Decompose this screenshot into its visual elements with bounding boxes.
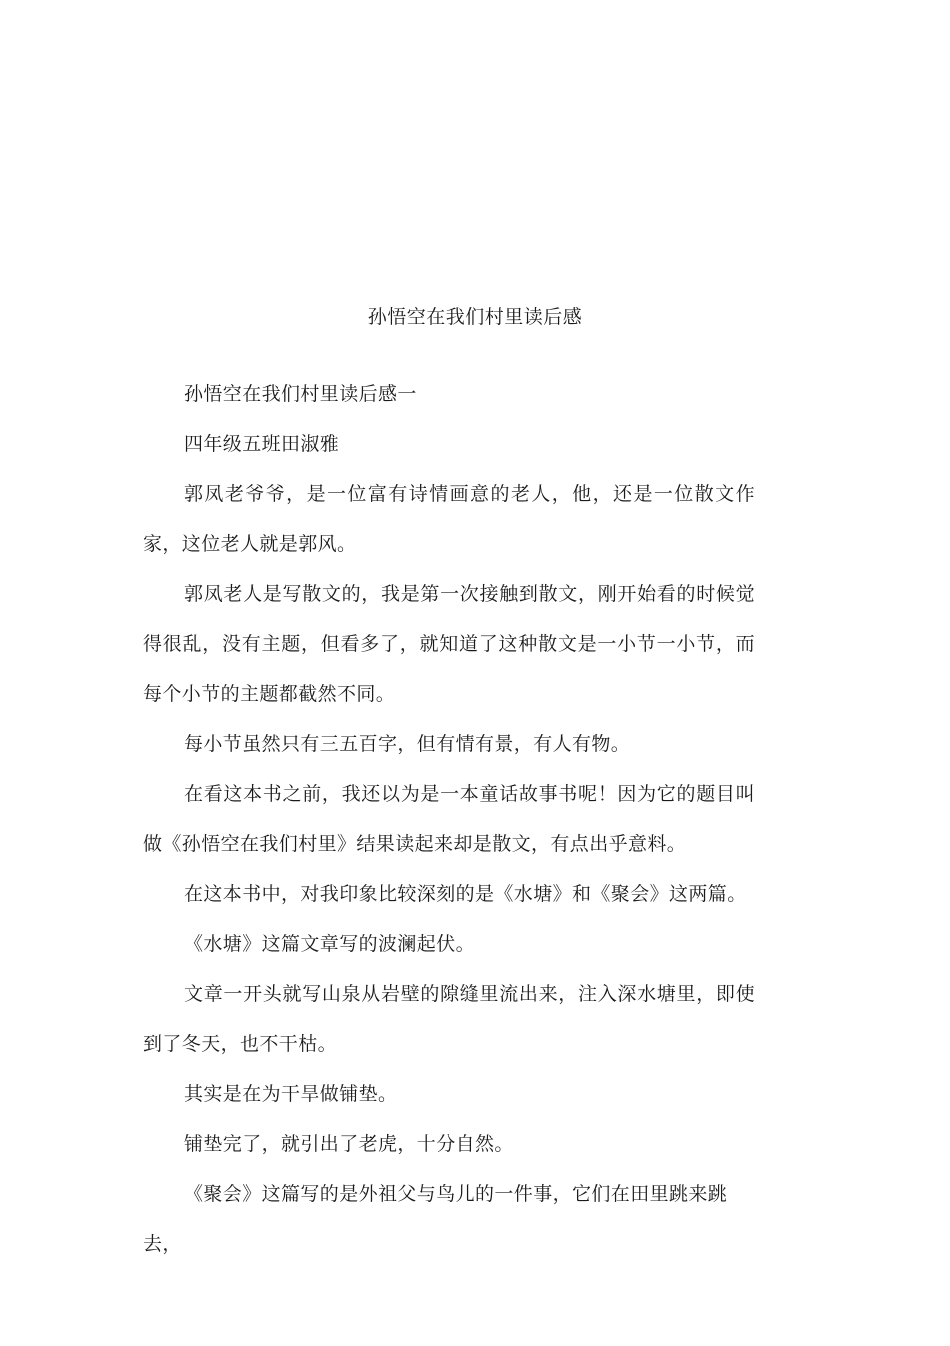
paragraph: 其实是在为干旱做铺垫。 xyxy=(184,1083,398,1105)
paragraph: 在这本书中，对我印象比较深刻的是《水塘》和《聚会》这两篇。 xyxy=(184,883,747,905)
paragraph-subtitle: 孙悟空在我们村里读后感一 xyxy=(184,383,417,405)
paragraph: 文章一开头就写山泉从岩壁的隙缝里流出来，注入深水塘里，即使到了冬天，也不干枯。 xyxy=(143,983,755,1055)
document-title: 孙悟空在我们村里读后感 xyxy=(367,306,583,328)
paragraph: 郭凤老爷爷，是一位富有诗情画意的老人，他，还是一位散文作家，这位老人就是郭风。 xyxy=(143,483,755,555)
paragraph: 《水塘》这篇文章写的波澜起伏。 xyxy=(184,933,476,955)
paragraph-author: 四年级五班田淑雅 xyxy=(184,433,340,455)
paragraph: 《聚会》这篇写的是外祖父与鸟儿的一件事，它们在田里跳来跳去， xyxy=(143,1183,728,1255)
paragraph: 铺垫完了，就引出了老虎，十分自然。 xyxy=(184,1133,514,1155)
paragraph: 每小节虽然只有三五百字，但有情有景，有人有物。 xyxy=(184,733,631,755)
document-body xyxy=(143,369,755,1269)
paragraph: 郭凤老人是写散文的，我是第一次接触到散文，刚开始看的时候觉得很乱，没有主题，但看多了，就知道了这种散文是一小节一小节，而每个小节的主题都截然不同。 xyxy=(143,583,755,705)
paragraph: 在看这本书之前，我还以为是一本童话故事书呢！因为它的题目叫做《孙悟空在我们村里》结果读起来却是散文，有点出乎意料。 xyxy=(143,783,755,855)
